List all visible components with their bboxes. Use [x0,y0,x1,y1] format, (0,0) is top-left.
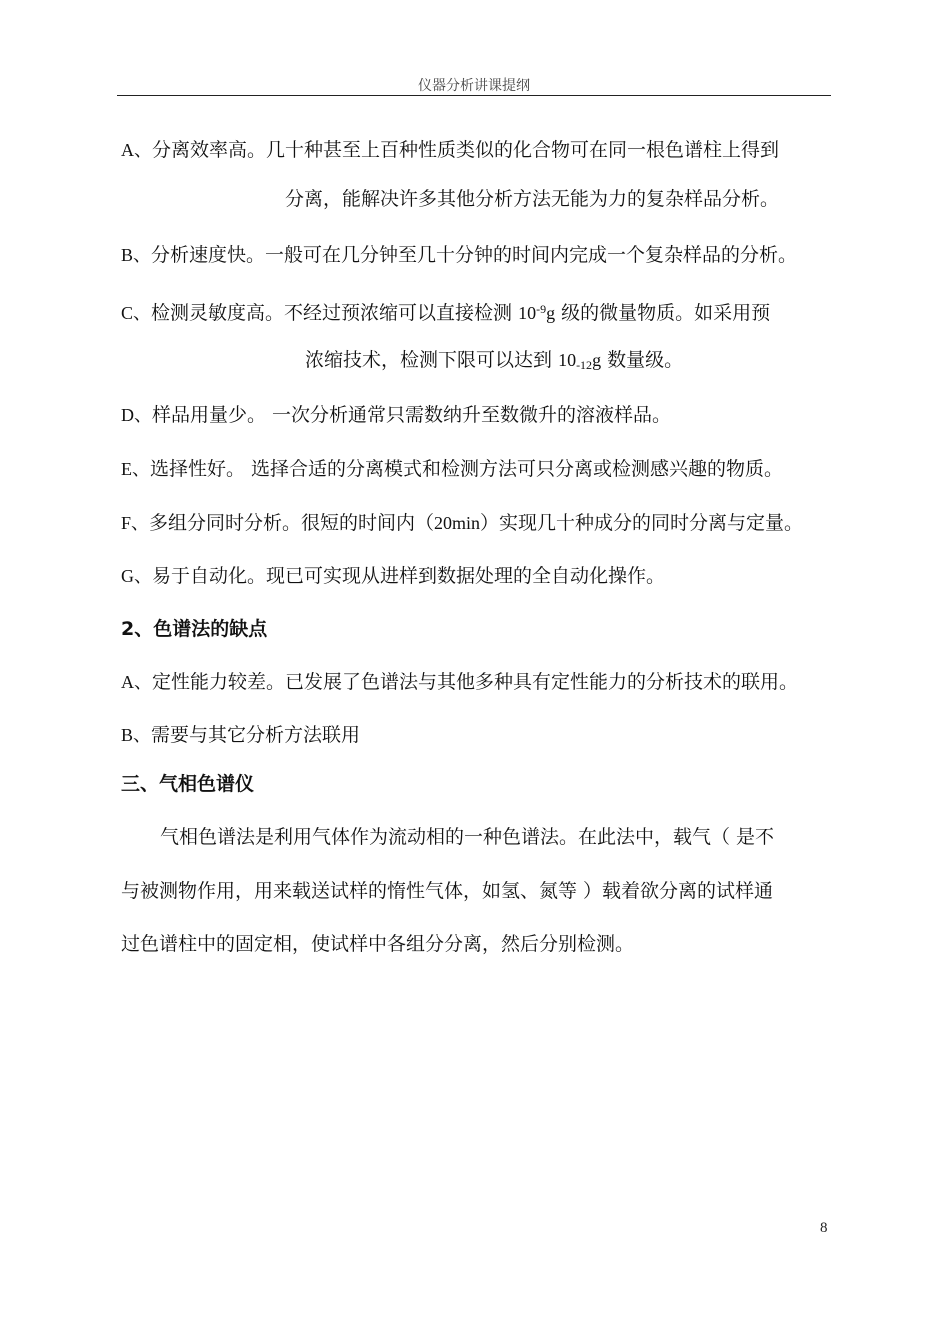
item-a [121,137,779,163]
page-number: 8 [820,1220,828,1236]
item-f-text-after: ）实现几十种成分的同时分离与定量。 [480,512,804,534]
section2-item-a-prefix: A、 [121,672,152,692]
item-d-prefix: D、 [121,405,152,425]
item-e-text: 选择性好。 选择合适的分离模式和检测方法可只分离或检测感兴趣的物质。 [150,458,784,480]
section2-item-b [121,722,360,748]
section2-item-b-prefix: B、 [121,725,152,745]
item-c-cont-after: 数量级。 [607,349,684,371]
section2-heading: 2、色谱法的缺点 [121,618,268,640]
item-e [121,456,783,482]
item-g [121,563,665,589]
item-b-text: 分析速度快。一般可在几分钟至几十分钟的时间内完成一个复杂样品的分析。 [151,244,798,266]
item-a-prefix: A、 [121,140,152,160]
section2-item-a-text: 定性能力较差。已发展了色谱法与其他多种具有定性能力的分析技术的联用。 [152,671,799,693]
section2-item-a [121,669,798,695]
item-b [121,242,797,268]
section3-para-line-2: 与被测物作用，用来载送试样的惰性气体，如氢、氮等 ）载着欲分离的试样通 [121,880,774,902]
item-d [121,402,671,428]
item-c-prefix: C、 [121,303,152,323]
item-c-value2: $10_{-12}g$ [558,350,602,372]
item-f [121,510,803,536]
item-d-text: 样品用量少。 一次分析通常只需数纳升至数微升的溶液样品。 [152,404,672,426]
item-c-text-after: 级的微量物质。如采用预 [561,302,771,324]
item-e-prefix: E、 [121,459,150,479]
item-b-prefix: B、 [121,245,152,265]
item-f-text-before: 多组分同时分析。很短的时间内（ [149,512,435,534]
item-a-text: 分离效率高。几十种甚至上百种性质类似的化合物可在同一根色谱柱上得到 [152,139,780,161]
item-c [121,296,770,326]
header-rule [117,95,831,96]
item-f-prefix: F、 [121,513,150,533]
item-f-value: 20min [434,513,481,533]
section2-item-b-text: 需要与其它分析方法联用 [151,724,361,746]
item-c-continuation [305,347,683,378]
item-c-value1: $10^{-9}g$ [518,302,556,323]
page-header-title: 仪器分析讲课提纲 [418,78,530,94]
item-a-continuation: 分离，能解决许多其他分析方法无能为力的复杂样品分析。 [285,188,780,210]
item-g-text: 易于自动化。现已可实现从进样到数据处理的全自动化操作。 [152,565,666,587]
section3-para-line-1: 气相色谱法是利用气体作为流动相的一种色谱法。在此法中，载气（ 是不 [160,826,775,848]
item-g-prefix: G、 [121,566,152,586]
item-c-cont-before: 浓缩技术，检测下限可以达到 [305,349,553,371]
section3-para-line-3: 过色谱柱中的固定相，使试样中各组分分离，然后分别检测。 [121,933,635,955]
section3-heading: 三、气相色谱仪 [121,773,255,795]
item-c-text-before: 检测灵敏度高。不经过预浓缩可以直接检测 [151,302,513,324]
